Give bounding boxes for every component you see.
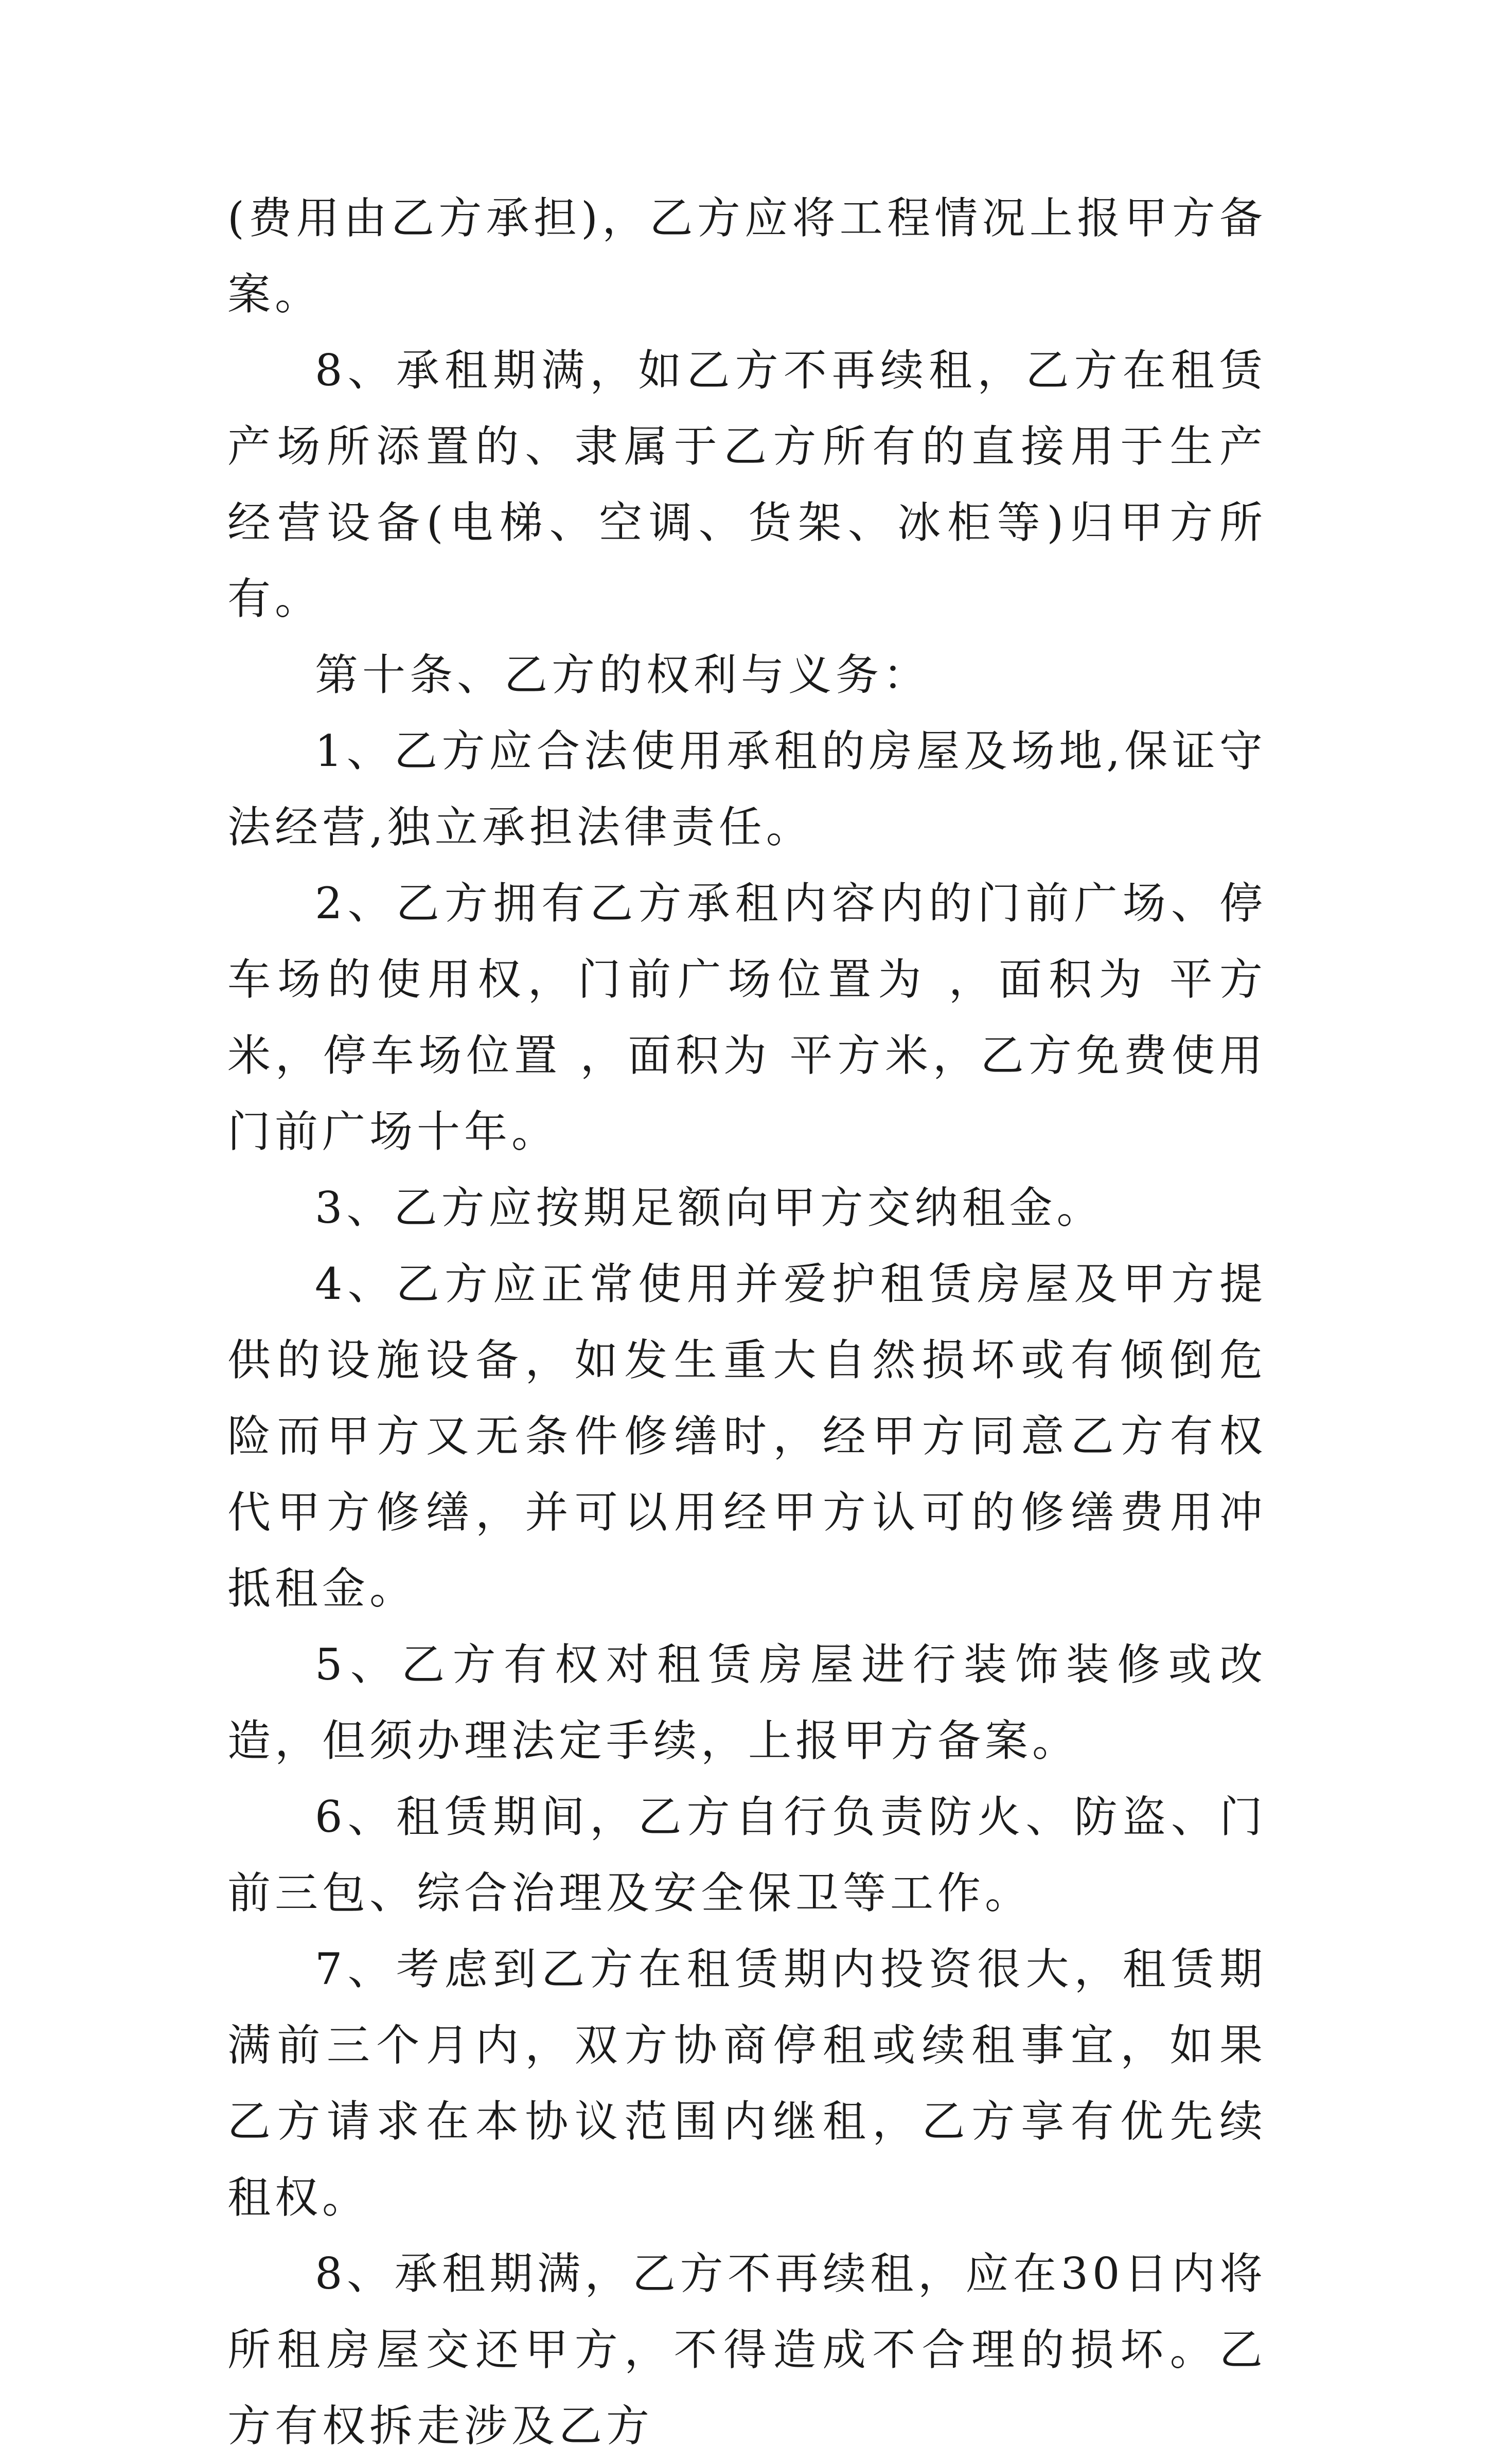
paragraph-clause-10-8: 8、承租期满，乙方不再续租，应在30日内将所租房屋交还甲方，不得造成不合理的损坏。乙方有权拆走涉及乙方	[227, 2248, 1267, 2451]
paragraph-continuation: (费用由乙方承担)，乙方应将工程情况上报甲方备案。	[227, 193, 1267, 319]
paragraph-clause-10-1: 1、乙方应合法使用承租的房屋及场地,保证守法经营,独立承担法律责任。	[227, 726, 1267, 852]
section-heading-article-10: 第十条、乙方的权利与义务：	[315, 650, 931, 700]
paragraph-clause-10-2: 2、乙方拥有乙方承租内容内的门前广场、停车场的使用权，门前广场位置为 ，面积为 平方米，停车场位置 ，面积为 平方米，乙方免费使用门前广场十年。	[227, 878, 1267, 1157]
paragraph-clause-10-4: 4、乙方应正常使用并爱护租赁房屋及甲方提供的设施设备，如发生重大自然损坏或有倾倒危险而甲方又无条件修缮时，经甲方同意乙方有权代甲方修缮，并可以用经甲方认可的修缮费用冲抵租金。	[227, 1259, 1267, 1614]
paragraph-clause-10-3: 3、乙方应按期足额向甲方交纳租金。	[315, 1183, 1104, 1233]
paragraph-clause-10-6: 6、租赁期间，乙方自行负责防火、防盗、门前三包、综合治理及安全保卫等工作。	[227, 1792, 1267, 1918]
document-body	[227, 180, 1267, 2464]
paragraph-clause-9-8: 8、承租期满，如乙方不再续租，乙方在租赁产场所添置的、隶属于乙方所有的直接用于生产经营设备(电梯、空调、货架、冰柜等)归甲方所有。	[227, 345, 1267, 624]
paragraph-clause-10-7: 7、考虑到乙方在租赁期内投资很大，租赁期满前三个月内，双方协商停租或续租事宜，如果乙方请求在本协议范围内继租，乙方享有优先续租权。	[227, 1944, 1267, 2223]
paragraph-clause-10-5: 5、乙方有权对租赁房屋进行装饰装修或改造，但须办理法定手续，上报甲方备案。	[227, 1639, 1267, 1766]
